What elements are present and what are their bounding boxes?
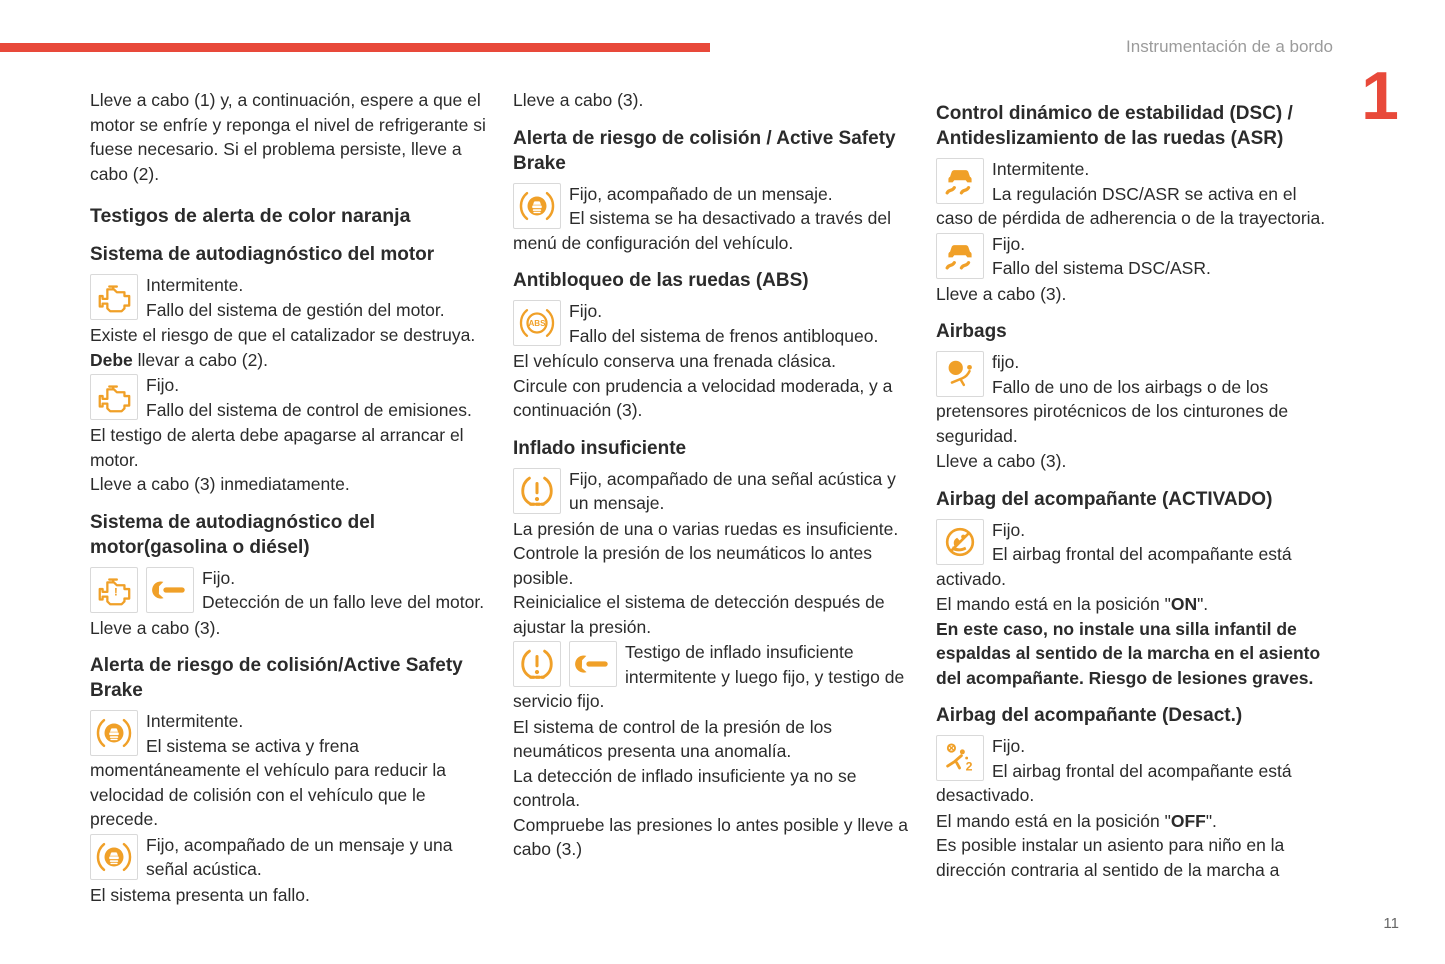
page-header-title: Instrumentación de a bordo [1126, 37, 1333, 56]
paragraph: Lleve a cabo (3). [513, 90, 644, 110]
warning-lamp-text: Fijo. El airbag frontal del acompañante está activado. [936, 519, 1292, 589]
content-columns [90, 88, 1333, 907]
svg-text:ABS: ABS [528, 318, 546, 328]
paragraph: Reinicialice el sistema de detección después de ajustar la presión. [513, 592, 885, 637]
page-number: 11 [1383, 915, 1399, 932]
paragraph: Compruebe las presiones lo antes posible y lleve a cabo (3.) [513, 814, 908, 859]
section-heading: Airbag del acompañante (Desact.) [936, 705, 1243, 726]
warning-lamp-text: Intermitente. El sistema se activa y frena momentáneamente el vehículo para reducir la velocidad de colisión con el vehículo que le precede. [90, 711, 447, 829]
paragraph: Existe el riesgo de que el catalizador se destruya. [90, 325, 476, 345]
brake-assist-icon [90, 710, 138, 756]
column-1 [90, 88, 486, 907]
paragraph: Controle la presión de los neumáticos lo antes posible. [513, 543, 872, 588]
warning-lamp-entry [936, 734, 1332, 808]
paragraph: Es posible instalar un asiento para niño en la dirección contraria al sentido de la marcha a [936, 835, 1285, 880]
section-heading: Alerta de riesgo de colisión/Active Safety Brake [90, 655, 463, 701]
section-heading: Alerta de riesgo de colisión / Active Safety Brake [513, 127, 896, 174]
paragraph: El mando está en la posición "OFF". [936, 810, 1217, 831]
warning-lamp-entry [513, 299, 909, 348]
tire-pressure-icon [513, 641, 561, 687]
warning-lamp-entry [90, 273, 486, 322]
warning-lamp-text: Fijo, acompañado de un mensaje. El sistema se ha desactivado a través del menú de configuración del vehículo. [513, 183, 891, 253]
warning-lamp-entry [513, 182, 909, 256]
column-3 [936, 88, 1332, 907]
warning-lamp-entry [90, 566, 486, 615]
paragraph: Lleve a cabo (3) inmediatamente. [90, 474, 350, 494]
warning-lamp-text: Intermitente. La regulación DSC/ASR se activa en el caso de pérdida de adherencia o de la trayectoria. [936, 159, 1326, 228]
svg-text:!: ! [114, 586, 118, 599]
paragraph: Lleve a cabo (1) y, a continuación, espere a que el motor se enfríe y reponga el nivel de refrigerante si fuese necesario. Si el problema persiste, lleve a cabo (2). [90, 90, 486, 184]
warning-lamp-text: Fijo. El airbag frontal del acompañante está desactivado. [936, 736, 1292, 805]
warning-lamp-entry [90, 709, 486, 832]
paragraph: La detección de inflado insuficiente ya no se controla. [513, 765, 857, 810]
brake-assist-icon [513, 183, 561, 229]
paragraph: El testigo de alerta debe apagarse al arrancar el motor. [90, 425, 464, 470]
airbag-passenger-on-icon [936, 519, 984, 565]
paragraph: En este caso, no instale una silla infantil de espaldas al sentido de la marcha en el asiento del acompañante. Riesgo de lesiones graves. [936, 618, 1321, 688]
tire-pressure-icon [513, 468, 561, 514]
svg-text:2: 2 [965, 759, 973, 774]
section-heading: Airbag del acompañante (ACTIVADO) [936, 488, 1273, 510]
dsc-icon [936, 158, 984, 204]
warning-lamp-entry [936, 232, 1332, 281]
warning-lamp-text: Fijo, acompañado de una señal acústica y un mensaje. [569, 468, 896, 513]
major-heading: Testigos de alerta de color naranja [90, 205, 411, 227]
warning-lamp-entry [513, 467, 909, 516]
section-heading: Sistema de autodiagnóstico del motor(gasolina o diésel) [90, 511, 376, 558]
warning-lamp-text: Fijo. Fallo del sistema de frenos antibloqueo. [569, 301, 879, 346]
paragraph: El vehículo conserva una frenada clásica. [513, 351, 836, 371]
warning-lamp-text: Fijo. Fallo del sistema DSC/ASR. [992, 233, 1211, 278]
paragraph: Lleve a cabo (3). [936, 451, 1067, 471]
warning-lamp-entry [936, 157, 1332, 231]
paragraph: Circule con prudencia a velocidad moderada, y a continuación (3). [513, 375, 893, 420]
paragraph: El mando está en la posición "ON". [936, 594, 1209, 614]
wrench-icon [146, 567, 194, 613]
dsc-icon [936, 233, 984, 279]
paragraph: La presión de una o varias ruedas es insuficiente. [513, 518, 899, 539]
warning-lamp-entry [936, 350, 1332, 448]
engine-fault-icon [90, 567, 138, 613]
paragraph: El sistema de control de la presión de los neumáticos presenta una anomalía. [513, 716, 833, 761]
warning-lamp-text: Fijo, acompañado de un mensaje y una señal acústica. [146, 834, 453, 879]
engine-icon [90, 374, 138, 420]
section-heading: Control dinámico de estabilidad (DSC) / Antideslizamiento de las ruedas (ASR) [936, 103, 1293, 149]
warning-lamp-text: fijo. Fallo de uno de los airbags o de los pretensores pirotécnicos de los cinturones de seguridad. [936, 352, 1289, 446]
accent-bar [0, 43, 710, 52]
section-heading: Inflado insuficiente [513, 437, 687, 459]
warning-lamp-text: Testigo de inflado insuficiente intermitente y luego fijo, y testigo de servicio fijo. [513, 642, 905, 711]
section-heading: Sistema de autodiagnóstico del motor [90, 244, 435, 265]
warning-lamp-entry [936, 518, 1332, 592]
warning-lamp-entry [90, 833, 486, 882]
warning-lamp-text: Fijo. Detección de un fallo leve del motor. [202, 567, 485, 612]
abs-icon [513, 300, 561, 346]
warning-lamp-entry [513, 640, 909, 714]
wrench-icon [569, 641, 617, 687]
section-heading: Airbags [936, 321, 1007, 342]
warning-lamp-entry [90, 373, 486, 422]
column-2 [513, 88, 909, 907]
paragraph: Lleve a cabo (3). [90, 617, 221, 638]
section-heading: Antibloqueo de las ruedas (ABS) [513, 270, 809, 291]
brake-assist-icon [90, 834, 138, 880]
warning-lamp-text: Intermitente. Fallo del sistema de gestión del motor. [146, 275, 445, 320]
chapter-number: 1 [1361, 58, 1399, 134]
airbag-passenger-off-icon [936, 735, 984, 781]
airbag-icon [936, 351, 984, 397]
paragraph: Debe llevar a cabo (2). [90, 349, 268, 370]
paragraph: Lleve a cabo (3). [936, 283, 1067, 304]
engine-icon [90, 274, 138, 320]
warning-lamp-text: Fijo. Fallo del sistema de control de emisiones. [146, 375, 472, 420]
paragraph: El sistema presenta un fallo. [90, 884, 310, 905]
